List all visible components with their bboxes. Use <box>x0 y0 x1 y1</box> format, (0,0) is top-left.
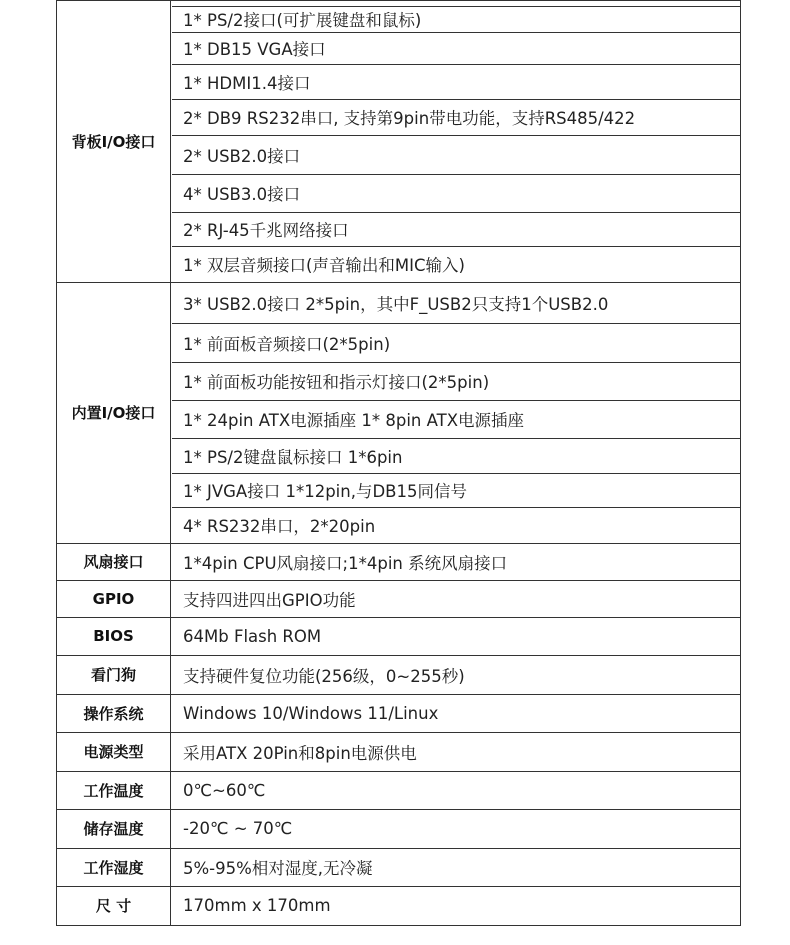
table-row-value: 4* USB3.0接口 <box>183 185 301 204</box>
table-row-value: 1* 双层音频接口(声音输出和MIC输入) <box>183 256 465 275</box>
group-divider <box>57 543 740 544</box>
spec-label: 背板I/O接口 <box>57 0 171 282</box>
group-divider <box>57 886 740 887</box>
table-row-value: 1*4pin CPU风扇接口;1*4pin 系统风扇接口 <box>183 553 508 573</box>
row-divider <box>172 32 740 33</box>
table-row-value: 5%-95%相对湿度,无冷凝 <box>183 859 373 878</box>
spec-label: 尺 寸 <box>57 886 171 925</box>
table-row-value: 1* JVGA接口 1*12pin,与DB15同信号 <box>183 482 467 501</box>
group-divider <box>57 848 740 849</box>
group-divider <box>57 809 740 810</box>
row-divider <box>172 174 740 175</box>
table-row-value: 2* USB2.0接口 <box>183 146 301 166</box>
table-row-value: 2* RJ-45千兆网络接口 <box>183 221 349 240</box>
spec-label: 风扇接口 <box>57 543 171 580</box>
row-divider <box>172 246 740 247</box>
table-row-value: 1* 前面板音频接口(2*5pin) <box>183 334 391 354</box>
spec-label: 内置I/O接口 <box>57 282 171 543</box>
table-row-value: Windows 10/Windows 11/Linux <box>183 703 439 723</box>
row-divider <box>172 64 740 65</box>
group-divider <box>57 282 740 283</box>
spec-label: 储存温度 <box>57 809 171 848</box>
table-row-value: 1* 24pin ATX电源插座 1* 8pin ATX电源插座 <box>183 411 525 430</box>
table-row-value: 170mm x 170mm <box>183 896 331 915</box>
table-row-value: 2* DB9 RS232串口, 支持第9pin带电功能，支持RS485/422 <box>183 109 636 128</box>
row-divider <box>172 473 740 474</box>
group-divider <box>57 617 740 618</box>
spec-label: GPIO <box>57 580 171 617</box>
spec-label: 电源类型 <box>57 732 171 771</box>
table-row-value: 支持硬件复位功能(256级，0~255秒) <box>183 666 465 686</box>
row-divider <box>172 507 740 508</box>
group-divider <box>57 655 740 656</box>
table-row-value: 1* DB15 VGA接口 <box>183 40 326 59</box>
group-divider <box>57 771 740 772</box>
row-divider <box>172 438 740 439</box>
spec-label: 看门狗 <box>57 655 171 694</box>
spec-label: 工作湿度 <box>57 848 171 886</box>
table-row-value: 1* PS/2接口(可扩展键盘和鼠标) <box>183 11 422 30</box>
table-row-value: 1* 前面板功能按钮和指示灯接口(2*5pin) <box>183 373 490 392</box>
table-row-value: 1* HDMI1.4接口 <box>183 73 311 93</box>
spec-table <box>56 0 741 926</box>
row-divider <box>172 99 740 100</box>
row-divider <box>172 400 740 401</box>
table-row-value: -20℃ ~ 70℃ <box>183 819 293 838</box>
row-divider <box>172 212 740 213</box>
spec-label: 工作温度 <box>57 771 171 809</box>
group-divider <box>57 694 740 695</box>
table-row-value: 4* RS232串口，2*20pin <box>183 517 376 536</box>
row-divider <box>172 362 740 363</box>
spec-label: 操作系统 <box>57 694 171 732</box>
row-divider <box>172 323 740 324</box>
table-row-value: 采用ATX 20Pin和8pin电源供电 <box>183 743 417 763</box>
row-divider <box>172 135 740 136</box>
table-row-value: 3* USB2.0接口 2*5pin，其中F_USB2只支持1个USB2.0 <box>183 294 609 314</box>
group-divider <box>57 732 740 733</box>
spec-label: BIOS <box>57 617 171 655</box>
group-divider <box>57 580 740 581</box>
table-row-value: 支持四进四出GPIO功能 <box>183 590 356 610</box>
table-row-value: 64Mb Flash ROM <box>183 626 322 646</box>
row-divider <box>172 6 740 7</box>
table-row-value: 1* PS/2键盘鼠标接口 1*6pin <box>183 447 403 467</box>
table-row-value: 0℃~60℃ <box>183 780 266 800</box>
